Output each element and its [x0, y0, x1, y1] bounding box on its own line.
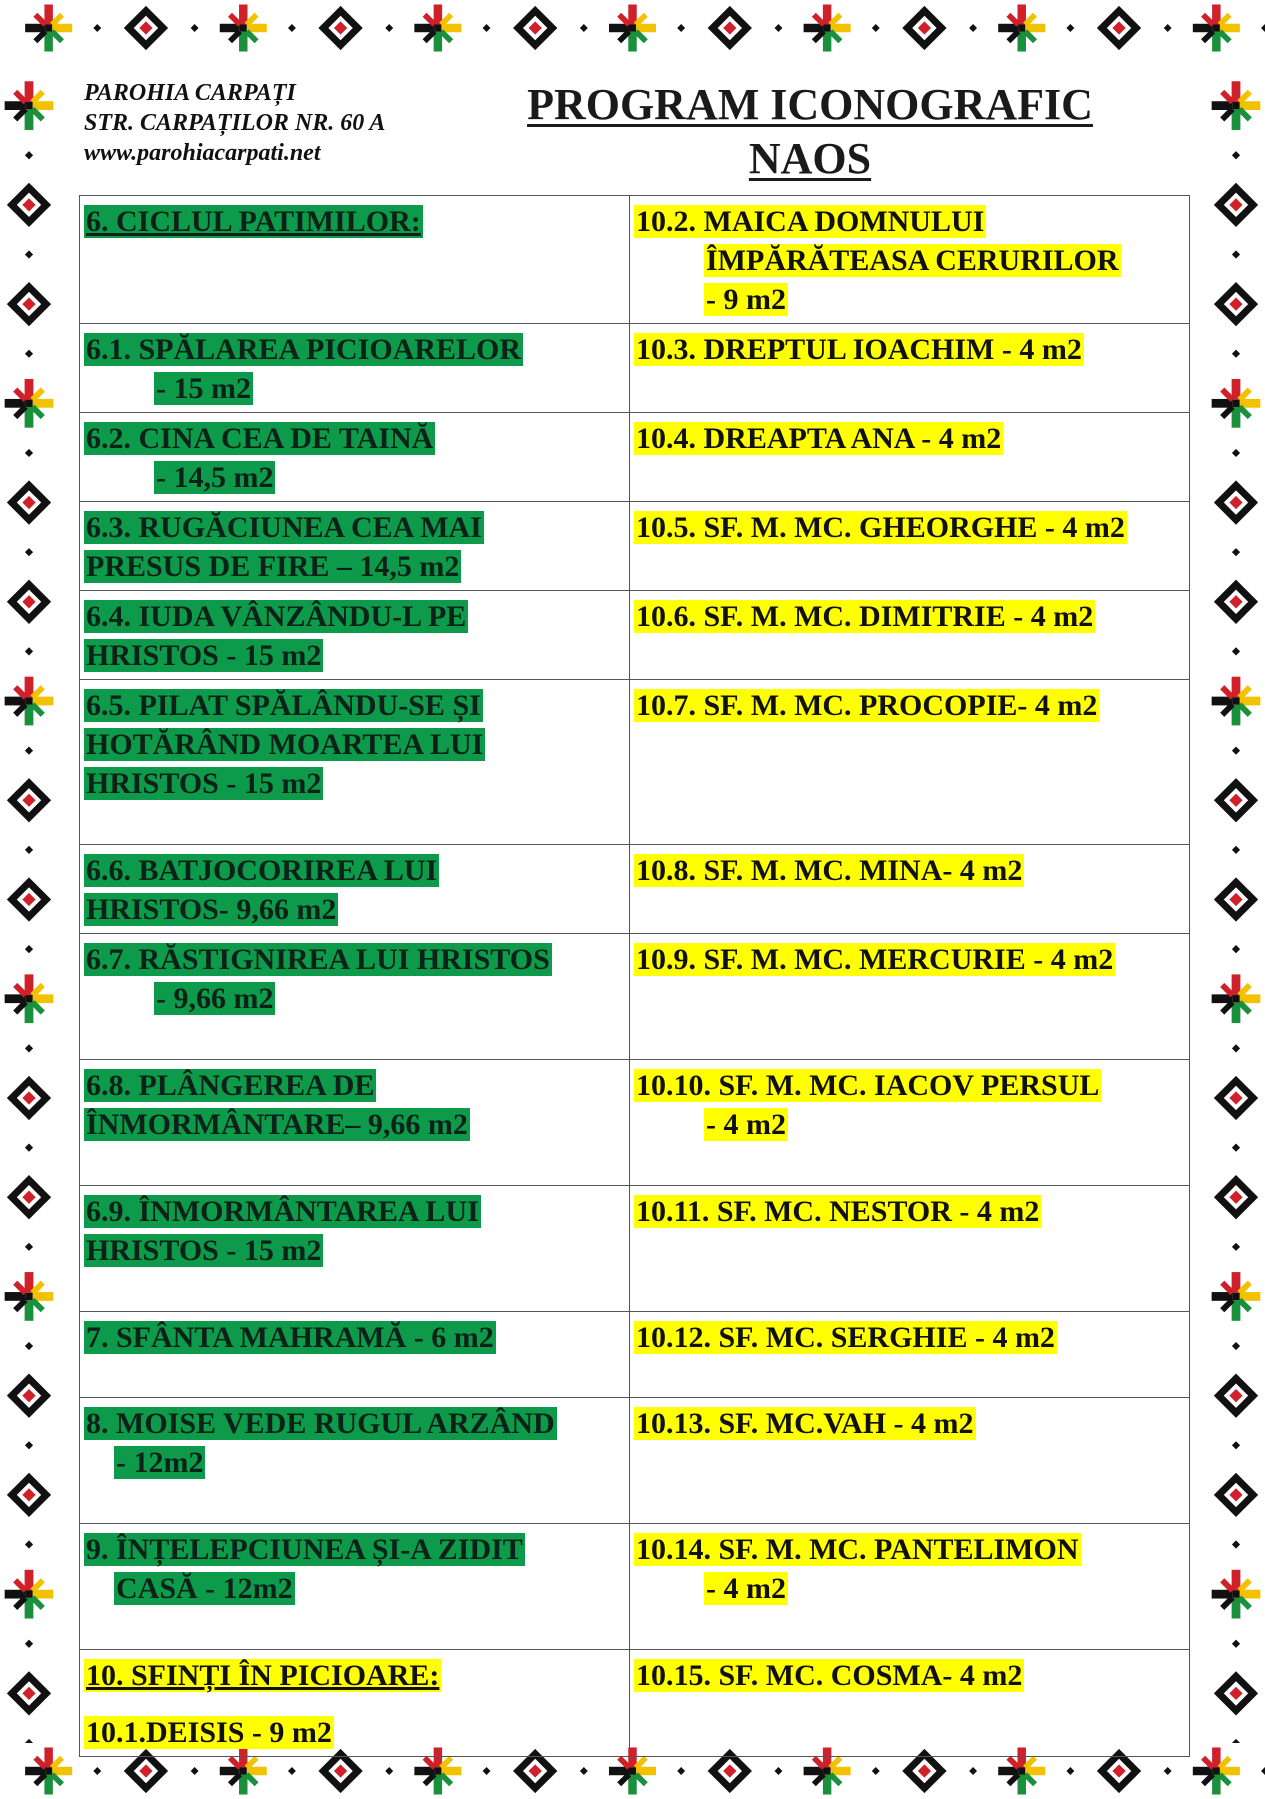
table-row [80, 196, 1190, 324]
left-cell [80, 845, 630, 934]
left-cell [80, 1398, 630, 1524]
document-title [500, 78, 1120, 186]
item-label: 10.7. SF. M. MC. PROCOPIE- 4 m2 [636, 689, 1098, 722]
item-label: 10.5. SF. M. MC. GHEORGHE - 4 m2 [636, 511, 1125, 544]
item-area: - 15 m2 [156, 372, 251, 405]
item-label: 10.2. MAICA DOMNULUI [636, 205, 985, 238]
item-area: - 9,66 m2 [156, 982, 274, 1015]
item-label: 7. SFÂNTA MAHRAMĂ - 6 m2 [86, 1321, 494, 1354]
right-cell [630, 1060, 1190, 1186]
item-area: - 9 m2 [706, 283, 786, 316]
item-area: - 4 m2 [706, 1108, 786, 1141]
right-cell [630, 680, 1190, 845]
item-label: 6.8. PLÂNGEREA DE [86, 1069, 375, 1102]
table-row [80, 324, 1190, 413]
item-label: 6.4. IUDA VÂNZÂNDU-L PE [86, 600, 467, 633]
right-cell [630, 1650, 1190, 1757]
item-label: 10.6. SF. M. MC. DIMITRIE - 4 m2 [636, 600, 1094, 633]
item-label: 10.8. SF. M. MC. MINA- 4 m2 [636, 854, 1023, 887]
right-cell [630, 196, 1190, 324]
item-area: - 12m2 [116, 1446, 204, 1479]
left-cell [80, 1524, 630, 1650]
table-row [80, 1524, 1190, 1650]
item-label: 10.9. SF. M. MC. MERCURIE - 4 m2 [636, 943, 1114, 976]
item-label: ÎMPĂRĂTEASA CERURILOR [706, 244, 1119, 277]
item-label: 10.11. SF. MC. NESTOR - 4 m2 [636, 1195, 1040, 1228]
left-cell [80, 324, 630, 413]
item-label: 10.15. SF. MC. COSMA- 4 m2 [636, 1659, 1023, 1692]
left-cell [80, 591, 630, 680]
item-label: 6.9. ÎNMORMÂNTAREA LUI [86, 1195, 479, 1228]
item-label: HOTĂRÂND MOARTEA LUI [86, 728, 484, 761]
item-area: - 4 m2 [706, 1572, 786, 1605]
folk-border-top [0, 0, 1265, 56]
table-row [80, 1312, 1190, 1398]
item-label: ÎNMORMÂNTARE– 9,66 m2 [86, 1108, 468, 1141]
right-cell [630, 1398, 1190, 1524]
title-line-1: PROGRAM ICONOGRAFIC [527, 80, 1093, 129]
item-label: HRISTOS- 9,66 m2 [86, 893, 337, 926]
left-cell [80, 196, 630, 324]
right-cell [630, 1524, 1190, 1650]
parish-header [84, 78, 385, 168]
item-label: 6.6. BATJOCORIREA LUI [86, 854, 438, 887]
item-label: 10.12. SF. MC. SERGHIE - 4 m2 [636, 1321, 1055, 1354]
parish-website: www.parohiacarpati.net [84, 140, 321, 166]
left-cell [80, 1186, 630, 1312]
item-label: 9. ÎNȚELEPCIUNEA ȘI-A ZIDIT [86, 1533, 523, 1566]
parish-name: PAROHIA CARPAȚI [84, 80, 296, 106]
section-heading: 6. CICLUL PATIMILOR: [86, 205, 421, 238]
item-label: 6.3. RUGĂCIUNEA CEA MAI [86, 511, 482, 544]
right-cell [630, 324, 1190, 413]
table-row [80, 1398, 1190, 1524]
left-cell [80, 502, 630, 591]
left-cell [80, 1312, 630, 1398]
item-area: CASĂ - 12m2 [116, 1572, 293, 1605]
item-label: 6.1. SPĂLAREA PICIOARELOR [86, 333, 522, 366]
table-row [80, 502, 1190, 591]
item-label: HRISTOS - 15 m2 [86, 767, 322, 800]
item-area: - 14,5 m2 [156, 461, 274, 494]
right-cell [630, 845, 1190, 934]
left-cell [80, 934, 630, 1060]
iconographic-program-table [79, 195, 1190, 1757]
title-line-2: NAOS [748, 134, 872, 183]
table-row [80, 1186, 1190, 1312]
left-cell [80, 1650, 630, 1757]
item-label: 6.7. RĂSTIGNIREA LUI HRISTOS [86, 943, 550, 976]
table-row [80, 1650, 1190, 1757]
right-cell [630, 502, 1190, 591]
item-label: 6.5. PILAT SPĂLÂNDU-SE ȘI [86, 689, 481, 722]
item-label: PRESUS DE FIRE – 14,5 m2 [86, 550, 460, 583]
right-cell [630, 1312, 1190, 1398]
parish-address: STR. CARPAȚILOR NR. 60 A [84, 110, 386, 136]
left-cell [80, 680, 630, 845]
item-label: 10.10. SF. M. MC. IACOV PERSUL [636, 1069, 1100, 1102]
table-row [80, 1060, 1190, 1186]
table-row [80, 591, 1190, 680]
item-label: 8. MOISE VEDE RUGUL ARZÂND [86, 1407, 555, 1440]
section-heading: 10. SFINȚI ÎN PICIOARE: [86, 1659, 440, 1692]
item-label: 10.13. SF. MC.VAH - 4 m2 [636, 1407, 974, 1440]
item-label: HRISTOS - 15 m2 [86, 1234, 322, 1267]
item-label: 10.14. SF. M. MC. PANTELIMON [636, 1533, 1079, 1566]
table-row [80, 680, 1190, 845]
item-label: 10.4. DREAPTA ANA - 4 m2 [636, 422, 1002, 455]
right-cell [630, 1186, 1190, 1312]
item-label: 10.3. DREPTUL IOACHIM - 4 m2 [636, 333, 1082, 366]
table-row [80, 845, 1190, 934]
right-cell [630, 591, 1190, 680]
table-row [80, 934, 1190, 1060]
item-label: 10.1.DEISIS - 9 m2 [86, 1716, 332, 1749]
right-cell [630, 413, 1190, 502]
right-cell [630, 934, 1190, 1060]
left-cell [80, 413, 630, 502]
item-label: HRISTOS - 15 m2 [86, 639, 322, 672]
table-row [80, 413, 1190, 502]
item-label: 6.2. CINA CEA DE TAINĂ [86, 422, 434, 455]
left-cell [80, 1060, 630, 1186]
folk-border-right [1207, 56, 1265, 1743]
folk-border-left [0, 56, 58, 1743]
